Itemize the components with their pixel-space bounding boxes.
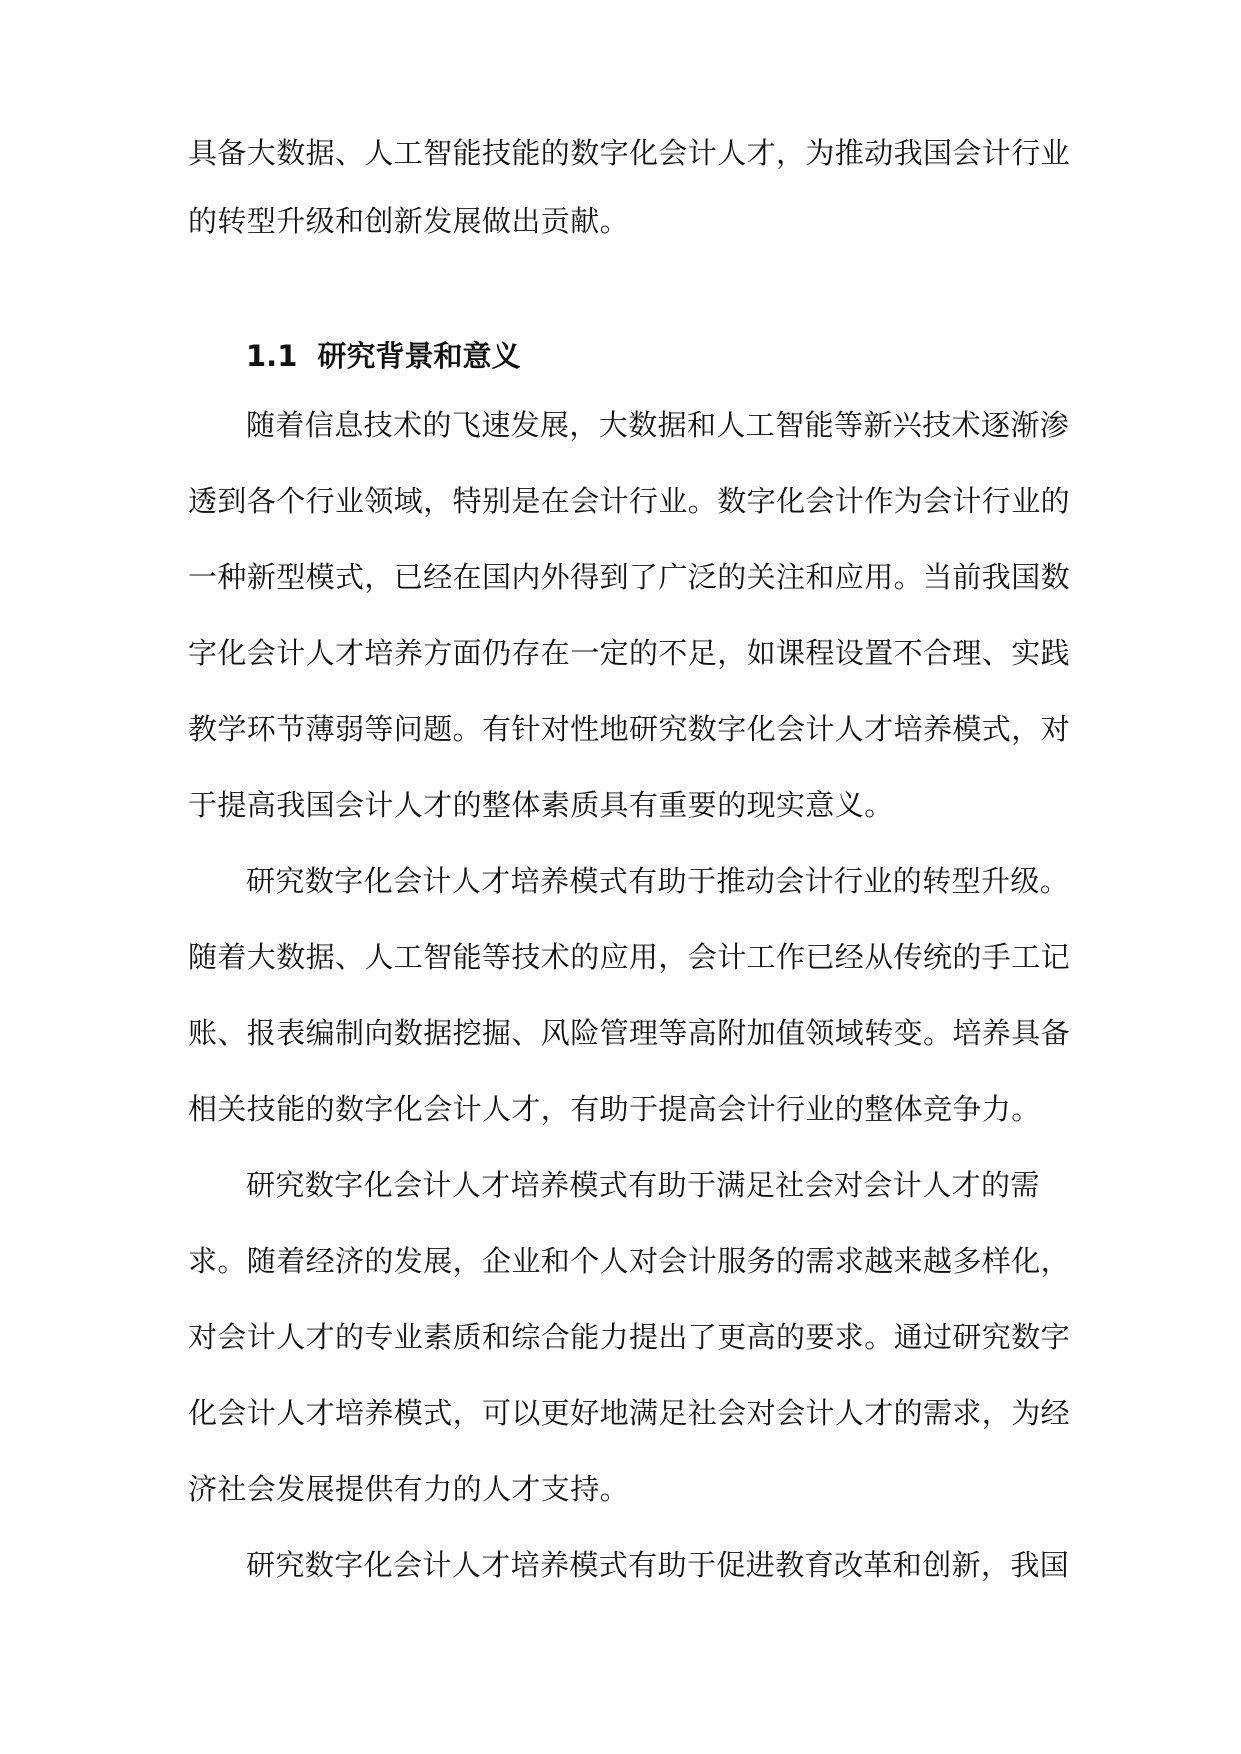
paragraph-line: 账、报表编制向数据挖掘、风险管理等高附加值领域转变。培养具备 bbox=[188, 1016, 1071, 1050]
paragraph-line: 一种新型模式，已经在国内外得到了广泛的关注和应用。当前我国数 bbox=[188, 560, 1071, 594]
paragraph-line: 求。随着经济的发展，企业和个人对会计服务的需求越来越多样化， bbox=[188, 1244, 1071, 1278]
paragraph-line: 具备大数据、人工智能技能的数字化会计人才，为推动我国会计行业 bbox=[188, 136, 1071, 170]
section-heading bbox=[246, 336, 521, 376]
paragraph-line: 随着信息技术的飞速发展，大数据和人工智能等新兴技术逐渐渗 bbox=[246, 408, 1070, 442]
paragraph-line: 随着大数据、人工智能等技术的应用，会计工作已经从传统的手工记 bbox=[188, 940, 1071, 974]
paragraph-line: 对会计人才的专业素质和综合能力提出了更高的要求。通过研究数字 bbox=[188, 1320, 1071, 1354]
paragraph-line: 字化会计人才培养方面仍存在一定的不足，如课程设置不合理、实践 bbox=[188, 636, 1071, 670]
paragraph-line: 相关技能的数字化会计人才，有助于提高会计行业的整体竞争力。 bbox=[188, 1092, 1041, 1126]
paragraph-line: 于提高我国会计人才的整体素质具有重要的现实意义。 bbox=[188, 788, 894, 822]
paragraph-line: 的转型升级和创新发展做出贡献。 bbox=[188, 204, 630, 238]
paragraph-line: 透到各个行业领域，特别是在会计行业。数字化会计作为会计行业的 bbox=[188, 484, 1071, 518]
paragraph-line: 济社会发展提供有力的人才支持。 bbox=[188, 1472, 630, 1506]
paragraph-line: 研究数字化会计人才培养模式有助于促进教育改革和创新，我国 bbox=[246, 1548, 1070, 1582]
paragraph-line: 研究数字化会计人才培养模式有助于推动会计行业的转型升级。 bbox=[246, 864, 1070, 898]
paragraph-line: 化会计人才培养模式，可以更好地满足社会对会计人才的需求，为经 bbox=[188, 1396, 1071, 1430]
section-number: 1.1 bbox=[246, 339, 298, 373]
section-title: 研究背景和意义 bbox=[317, 339, 521, 373]
paragraph-line: 教学环节薄弱等问题。有针对性地研究数字化会计人才培养模式，对 bbox=[188, 712, 1071, 746]
paragraph-line: 研究数字化会计人才培养模式有助于满足社会对会计人才的需 bbox=[246, 1168, 1040, 1202]
